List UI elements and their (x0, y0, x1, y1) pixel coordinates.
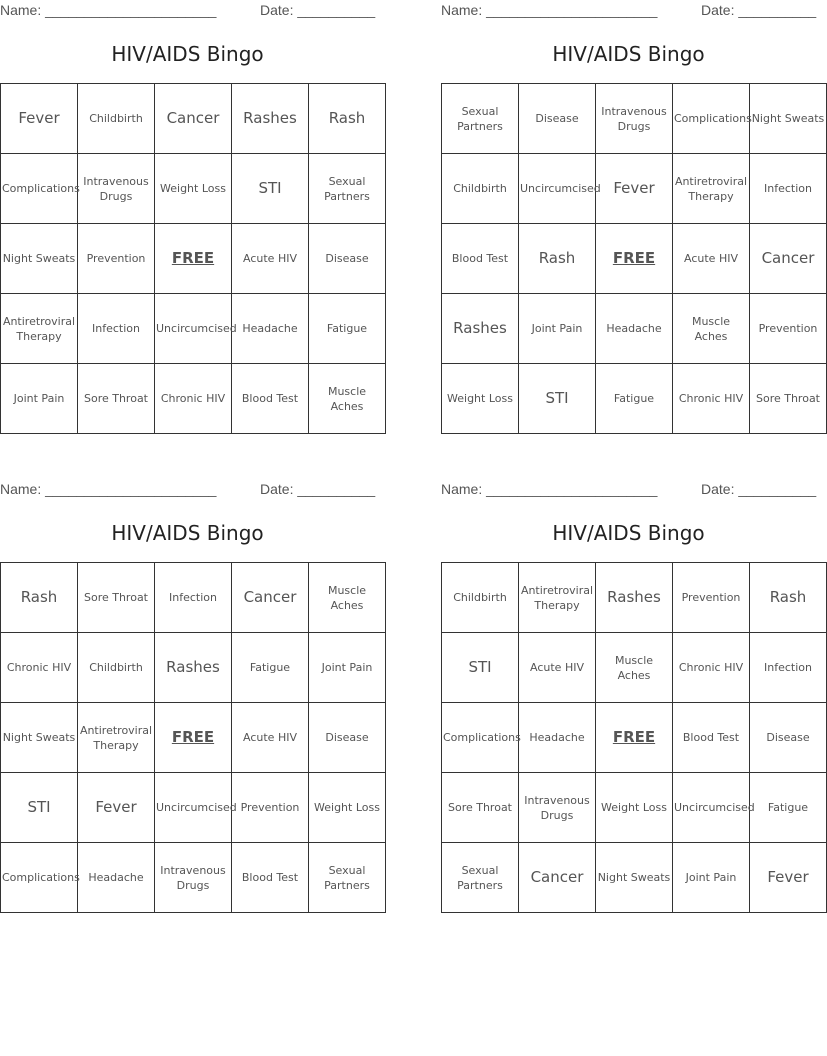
bingo-cell: Weight Loss (155, 154, 232, 224)
date-label: Date: __________ (701, 481, 817, 497)
bingo-cell: Fever (78, 773, 155, 843)
bingo-row (442, 224, 827, 294)
bingo-cell: Complications (1, 154, 78, 224)
bingo-cell: Rashes (155, 633, 232, 703)
bingo-cell: Chronic HIV (155, 364, 232, 434)
bingo-cell: Fatigue (232, 633, 309, 703)
bingo-cell: Headache (596, 294, 673, 364)
name-date-line (0, 479, 375, 499)
name-date-line (0, 0, 375, 20)
bingo-cell: Childbirth (442, 563, 519, 633)
bingo-cell: Night Sweats (750, 84, 827, 154)
bingo-cell: Antiretroviral Therapy (78, 703, 155, 773)
bingo-row (442, 703, 827, 773)
bingo-cell: Sexual Partners (309, 154, 386, 224)
name-date-line (441, 479, 816, 499)
card-title: HIV/AIDS Bingo (552, 521, 705, 545)
bingo-cell: Sexual Partners (442, 84, 519, 154)
bingo-cell: Weight Loss (309, 773, 386, 843)
bingo-cell: Acute HIV (673, 224, 750, 294)
bingo-cell: Blood Test (232, 843, 309, 913)
bingo-cell: Complications (442, 703, 519, 773)
bingo-cell: Blood Test (232, 364, 309, 434)
bingo-cell: Rash (1, 563, 78, 633)
bingo-cell: Headache (78, 843, 155, 913)
bingo-cell: STI (519, 364, 596, 434)
free-space-cell: FREE (155, 703, 232, 773)
bingo-cell: Antiretroviral Therapy (519, 563, 596, 633)
name-label: Name: ______________________ (441, 2, 658, 18)
name-label: Name: ______________________ (0, 2, 217, 18)
bingo-cell: Childbirth (78, 633, 155, 703)
date-label: Date: __________ (260, 481, 376, 497)
bingo-cell: Disease (519, 84, 596, 154)
bingo-cell: Headache (519, 703, 596, 773)
bingo-cell: Joint Pain (309, 633, 386, 703)
bingo-cell: Disease (750, 703, 827, 773)
bingo-cell: Complications (1, 843, 78, 913)
bingo-card-1 (0, 0, 375, 440)
bingo-cell: Childbirth (78, 84, 155, 154)
bingo-card-4 (441, 479, 816, 919)
bingo-cell: Infection (155, 563, 232, 633)
bingo-cell: Sore Throat (78, 563, 155, 633)
bingo-row (442, 154, 827, 224)
bingo-cell: STI (232, 154, 309, 224)
bingo-cell: Joint Pain (519, 294, 596, 364)
bingo-cell: Chronic HIV (673, 633, 750, 703)
bingo-cell: Headache (232, 294, 309, 364)
bingo-row (1, 633, 386, 703)
bingo-cell: Acute HIV (519, 633, 596, 703)
bingo-row (442, 633, 827, 703)
card-title: HIV/AIDS Bingo (111, 42, 264, 66)
date-label: Date: __________ (260, 2, 376, 18)
bingo-cell: Muscle Aches (309, 563, 386, 633)
bingo-cell: Intravenous Drugs (596, 84, 673, 154)
bingo-cell: Acute HIV (232, 703, 309, 773)
bingo-cell: Infection (750, 633, 827, 703)
bingo-row (1, 843, 386, 913)
bingo-row (442, 843, 827, 913)
bingo-row (1, 84, 386, 154)
bingo-cell: Fatigue (750, 773, 827, 843)
bingo-cell: Weight Loss (596, 773, 673, 843)
bingo-cell: Uncircumcised (155, 773, 232, 843)
bingo-cell: Disease (309, 224, 386, 294)
bingo-cell: Joint Pain (673, 843, 750, 913)
bingo-cell: Rashes (596, 563, 673, 633)
bingo-row (442, 364, 827, 434)
card-title: HIV/AIDS Bingo (552, 42, 705, 66)
bingo-cell: Antiretroviral Therapy (1, 294, 78, 364)
bingo-row (1, 703, 386, 773)
card-title: HIV/AIDS Bingo (111, 521, 264, 545)
name-label: Name: ______________________ (441, 481, 658, 497)
bingo-cell: Fatigue (596, 364, 673, 434)
bingo-cell: Night Sweats (1, 224, 78, 294)
bingo-cell: Rash (519, 224, 596, 294)
bingo-row (442, 773, 827, 843)
bingo-cell: Prevention (232, 773, 309, 843)
bingo-cell: Rash (750, 563, 827, 633)
bingo-cell: Uncircumcised (155, 294, 232, 364)
bingo-cell: Prevention (78, 224, 155, 294)
bingo-cell: Weight Loss (442, 364, 519, 434)
free-space-cell: FREE (596, 224, 673, 294)
bingo-cell: Blood Test (673, 703, 750, 773)
bingo-cell: Fever (1, 84, 78, 154)
bingo-cell: Cancer (155, 84, 232, 154)
free-space-cell: FREE (596, 703, 673, 773)
bingo-card-3 (0, 479, 380, 919)
bingo-cell: Uncircumcised (673, 773, 750, 843)
bingo-card-2 (441, 0, 825, 440)
bingo-cell: Muscle Aches (309, 364, 386, 434)
name-date-line (441, 0, 816, 20)
bingo-cell: Rashes (232, 84, 309, 154)
bingo-grid (0, 562, 386, 913)
bingo-cell: Muscle Aches (673, 294, 750, 364)
bingo-cell: Childbirth (442, 154, 519, 224)
bingo-cell: Muscle Aches (596, 633, 673, 703)
bingo-cell: Uncircumcised (519, 154, 596, 224)
bingo-cell: Intravenous Drugs (519, 773, 596, 843)
bingo-cell: Rash (309, 84, 386, 154)
bingo-cell: Sexual Partners (442, 843, 519, 913)
bingo-row (1, 773, 386, 843)
bingo-grid (441, 83, 827, 434)
bingo-row (1, 563, 386, 633)
free-space-cell: FREE (155, 224, 232, 294)
bingo-cell: Sexual Partners (309, 843, 386, 913)
bingo-cell: STI (442, 633, 519, 703)
bingo-cell: Prevention (750, 294, 827, 364)
bingo-cell: Intravenous Drugs (78, 154, 155, 224)
bingo-grid (441, 562, 827, 913)
bingo-row (1, 224, 386, 294)
bingo-cell: Rashes (442, 294, 519, 364)
bingo-cell: Fever (596, 154, 673, 224)
bingo-cell: Chronic HIV (673, 364, 750, 434)
bingo-row (1, 154, 386, 224)
bingo-cell: Sore Throat (78, 364, 155, 434)
bingo-cell: Acute HIV (232, 224, 309, 294)
bingo-cell: Disease (309, 703, 386, 773)
bingo-cell: Cancer (750, 224, 827, 294)
bingo-cell: Prevention (673, 563, 750, 633)
bingo-row (442, 84, 827, 154)
bingo-cell: Cancer (519, 843, 596, 913)
bingo-row (442, 294, 827, 364)
bingo-cell: Fatigue (309, 294, 386, 364)
bingo-cell: Night Sweats (596, 843, 673, 913)
bingo-cell: Night Sweats (1, 703, 78, 773)
bingo-cell: Antiretroviral Therapy (673, 154, 750, 224)
bingo-grid (0, 83, 386, 434)
bingo-cell: Complications (673, 84, 750, 154)
bingo-cell: Joint Pain (1, 364, 78, 434)
date-label: Date: __________ (701, 2, 817, 18)
name-label: Name: ______________________ (0, 481, 217, 497)
bingo-cell: Blood Test (442, 224, 519, 294)
bingo-cell: Cancer (232, 563, 309, 633)
bingo-cell: Fever (750, 843, 827, 913)
bingo-cell: STI (1, 773, 78, 843)
bingo-row (1, 294, 386, 364)
bingo-cell: Infection (750, 154, 827, 224)
bingo-cell: Sore Throat (750, 364, 827, 434)
bingo-cell: Intravenous Drugs (155, 843, 232, 913)
bingo-cell: Infection (78, 294, 155, 364)
bingo-row (442, 563, 827, 633)
bingo-row (1, 364, 386, 434)
bingo-cell: Chronic HIV (1, 633, 78, 703)
bingo-cell: Sore Throat (442, 773, 519, 843)
